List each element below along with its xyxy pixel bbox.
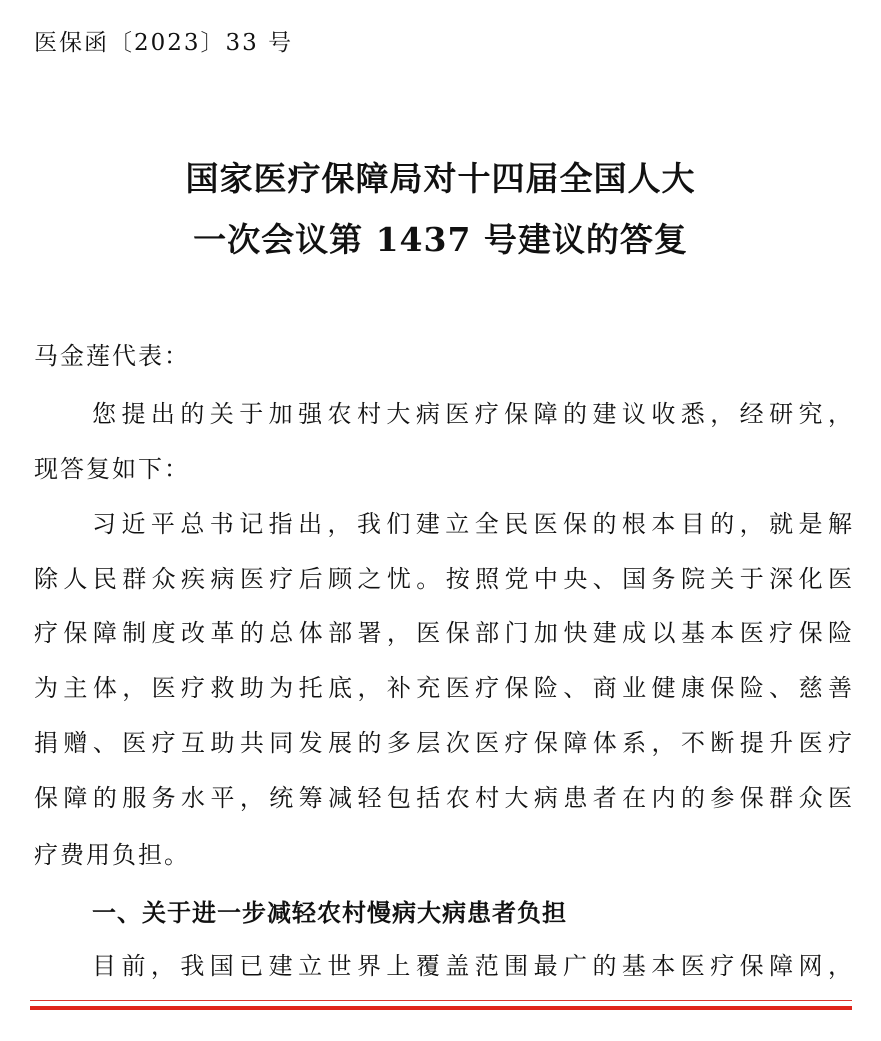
- paragraph-line: 捐赠、医疗互助共同发展的多层次医疗保障体系，不断提升医疗: [34, 729, 852, 757]
- paragraph-line: 为主体，医疗救助为托底，补充医疗保险、商业健康保险、慈善: [34, 674, 852, 702]
- salutation: 马金莲代表：: [34, 342, 190, 370]
- intro-line-1: 您提出的关于加强农村大病医疗保障的建议收悉，经研究，: [92, 400, 852, 428]
- document-number: 医保函〔2023〕33 号: [34, 30, 294, 56]
- paragraph-line: 习近平总书记指出，我们建立全民医保的根本目的，就是解: [92, 510, 852, 538]
- paragraph-line: 疗保障制度改革的总体部署，医保部门加快建成以基本医疗保险: [34, 619, 852, 647]
- intro-line-2: 现答复如下：: [34, 455, 190, 483]
- footer-rule-thick: [30, 1006, 852, 1010]
- document-title-line-1: 国家医疗保障局对十四届全国人大: [185, 159, 696, 198]
- paragraph-line: 疗费用负担。: [34, 841, 190, 869]
- section-heading: 一、关于进一步减轻农村慢病大病患者负担: [92, 899, 567, 927]
- paragraph-line: 除人民群众疾病医疗后顾之忧。按照党中央、国务院关于深化医: [34, 565, 852, 593]
- footer-rule-thin: [30, 1000, 852, 1001]
- section-paragraph-line: 目前，我国已建立世界上覆盖范围最广的基本医疗保障网，: [92, 952, 852, 980]
- paragraph-line: 保障的服务水平，统筹减轻包括农村大病患者在内的参保群众医: [34, 784, 852, 812]
- document-title-line-2: 一次会议第 1437 号建议的答复: [193, 220, 688, 259]
